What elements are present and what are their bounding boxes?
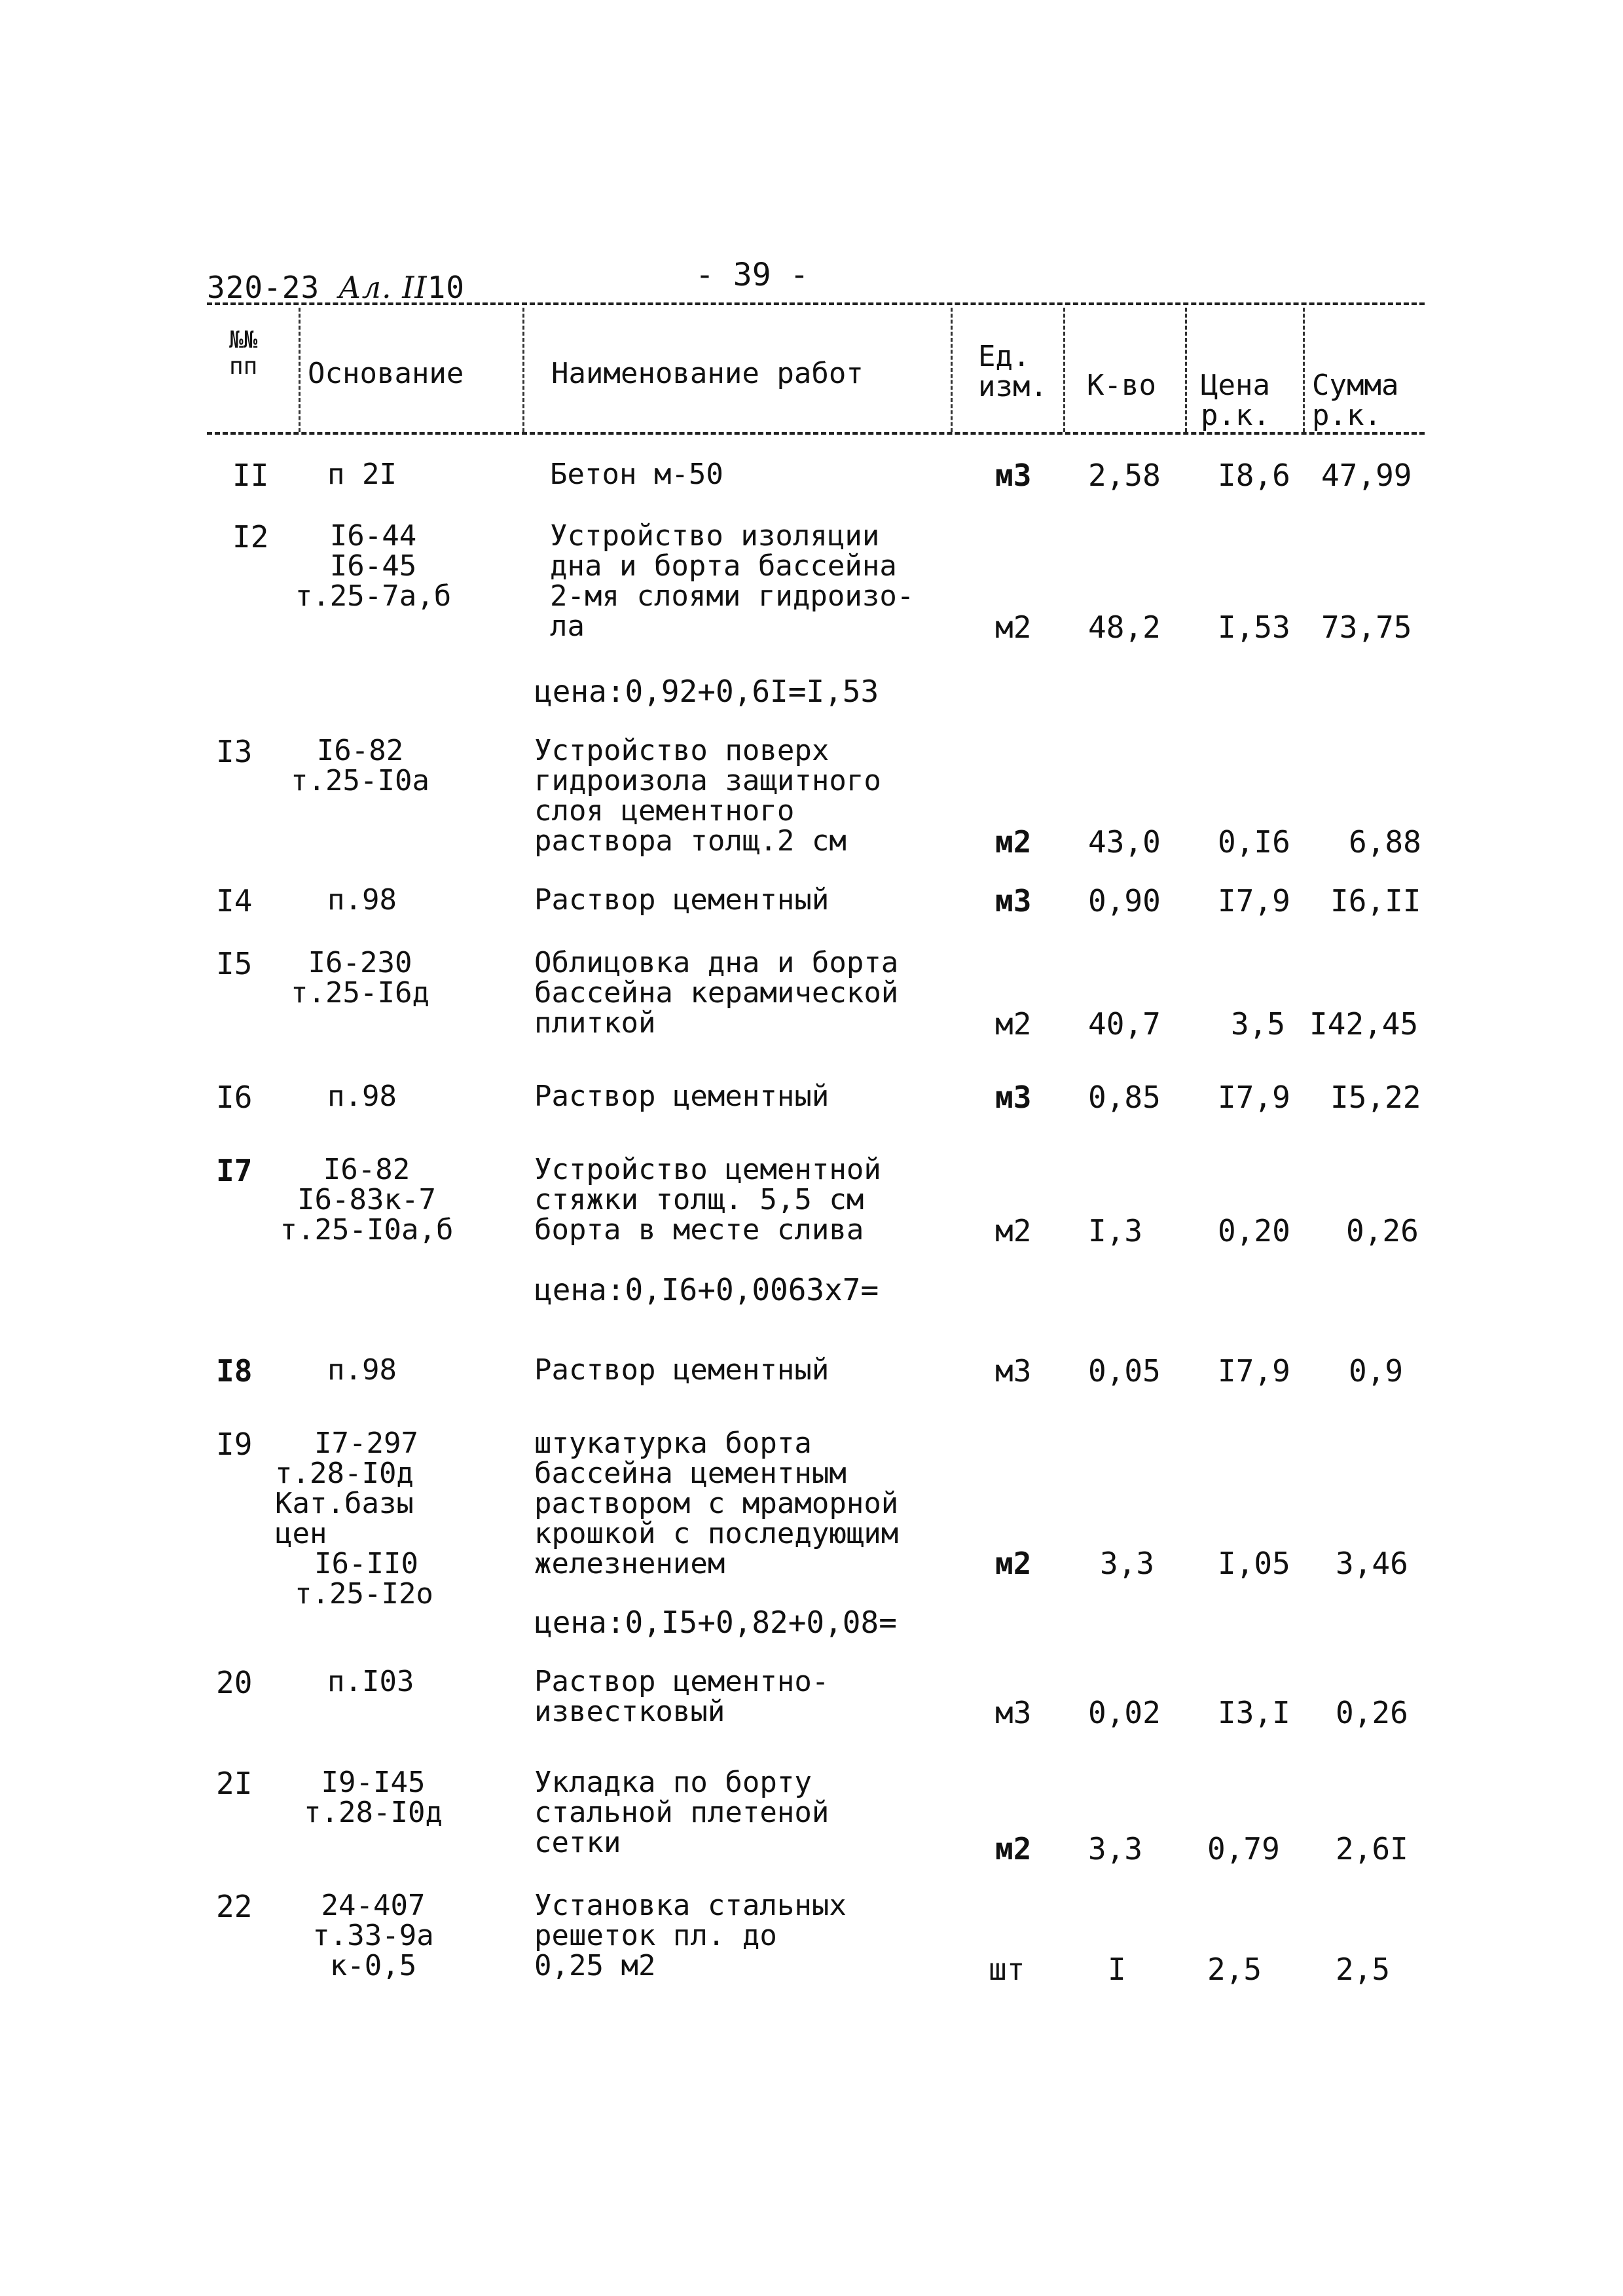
row-12-sum: 73,75 bbox=[1321, 610, 1412, 645]
row-20-unit: м3 bbox=[995, 1695, 1032, 1730]
row-14-unit: м3 bbox=[995, 883, 1032, 919]
header-no: №№ пп bbox=[229, 327, 258, 380]
row-18-sum: 0,9 bbox=[1349, 1353, 1404, 1389]
row-15-basis: I6-230 т.25-I6д bbox=[291, 946, 429, 1010]
row-17-no: I7 bbox=[216, 1153, 253, 1188]
header-price: Цена р.к. bbox=[1201, 369, 1270, 432]
row-20-sum: 0,26 bbox=[1336, 1695, 1408, 1730]
row-15-qty: 40,7 bbox=[1088, 1006, 1161, 1042]
row-11-sum: 47,99 bbox=[1321, 458, 1412, 493]
table-top-rule bbox=[207, 302, 1425, 305]
row-22-qty: I bbox=[1108, 1952, 1126, 1987]
row-20-basis: п.I03 bbox=[327, 1665, 414, 1698]
row-19-name: штукатурка борта бассейна цементным раствором с мраморной крошкой с последующим железнением bbox=[534, 1427, 899, 1580]
row-16-no: I6 bbox=[216, 1080, 253, 1115]
row-16-unit: м3 bbox=[995, 1080, 1032, 1115]
row-13-unit: м2 bbox=[995, 824, 1032, 860]
row-20-qty: 0,02 bbox=[1088, 1695, 1161, 1730]
header-qty: К-во bbox=[1087, 369, 1156, 402]
row-12-no: I2 bbox=[232, 519, 269, 555]
row-20-price: I3,I bbox=[1218, 1695, 1290, 1730]
row-19-price-note: цена:0,I5+0,82+0,08= bbox=[534, 1605, 897, 1640]
row-19-price: I,05 bbox=[1218, 1546, 1290, 1581]
row-19-qty: 3,3 bbox=[1100, 1546, 1155, 1581]
row-11-name: Бетон м-50 bbox=[550, 458, 723, 491]
row-14-name: Раствор цементный bbox=[534, 883, 830, 917]
row-19-basis: I7-297 т.28-I0д Кат.базы цен I6-II0 т.25-I2о bbox=[275, 1427, 433, 1611]
row-12-unit: м2 bbox=[995, 610, 1032, 645]
row-22-no: 22 bbox=[216, 1889, 253, 1924]
row-16-sum: I5,22 bbox=[1330, 1080, 1421, 1115]
row-21-sum: 2,6I bbox=[1336, 1831, 1408, 1867]
row-20-name: Раствор цементно- известковый bbox=[534, 1665, 830, 1728]
row-22-price: 2,5 bbox=[1207, 1952, 1262, 1987]
row-18-qty: 0,05 bbox=[1088, 1353, 1161, 1389]
header-name: Наименование работ bbox=[551, 357, 864, 390]
row-19-no: I9 bbox=[216, 1427, 253, 1462]
row-17-price: 0,20 bbox=[1218, 1213, 1290, 1248]
header-separator-4 bbox=[1063, 308, 1065, 432]
doc-mark: Ал. II bbox=[338, 270, 428, 305]
page-number: - 39 - bbox=[695, 257, 809, 293]
row-14-qty: 0,90 bbox=[1088, 883, 1161, 919]
row-21-qty: 3,3 bbox=[1088, 1831, 1143, 1867]
row-15-no: I5 bbox=[216, 946, 253, 981]
row-17-sum: 0,26 bbox=[1346, 1213, 1419, 1248]
row-21-price: 0,79 bbox=[1207, 1831, 1280, 1867]
row-14-price: I7,9 bbox=[1218, 883, 1290, 919]
row-12-qty: 48,2 bbox=[1088, 610, 1161, 645]
row-16-price: I7,9 bbox=[1218, 1080, 1290, 1115]
row-13-qty: 43,0 bbox=[1088, 824, 1161, 860]
row-11-basis: п 2I bbox=[327, 458, 397, 491]
row-15-price: 3,5 bbox=[1231, 1006, 1286, 1042]
row-21-unit: м2 bbox=[995, 1831, 1032, 1867]
row-18-name: Раствор цементный bbox=[534, 1353, 830, 1387]
header-sum: Сумма р.к. bbox=[1312, 369, 1399, 432]
row-22-sum: 2,5 bbox=[1336, 1952, 1391, 1987]
row-17-qty: I,3 bbox=[1088, 1213, 1143, 1248]
header-separator-6 bbox=[1303, 308, 1305, 432]
row-22-name: Установка стальных решеток пл. до 0,25 м2 bbox=[534, 1889, 847, 1982]
doc-sheet: 10 bbox=[427, 270, 465, 305]
row-13-sum: 6,88 bbox=[1349, 824, 1421, 860]
row-22-basis: 24-407 т.33-9а к-0,5 bbox=[312, 1889, 434, 1982]
row-17-unit: м2 bbox=[995, 1213, 1032, 1248]
row-15-sum: I42,45 bbox=[1309, 1006, 1419, 1042]
row-16-name: Раствор цементный bbox=[534, 1080, 830, 1113]
header-separator-1 bbox=[299, 308, 301, 432]
row-13-basis: I6-82 т.25-I0а bbox=[291, 734, 429, 797]
row-13-price: 0,I6 bbox=[1218, 824, 1290, 860]
row-15-name: Облицовка дна и борта бассейна керамической плиткой bbox=[534, 946, 899, 1040]
row-12-price-note: цена:0,92+0,6I=I,53 bbox=[534, 674, 879, 709]
row-11-no: II bbox=[232, 458, 269, 493]
header-unit: Ед. изм. bbox=[978, 340, 1048, 403]
row-18-basis: п.98 bbox=[327, 1353, 397, 1387]
row-12-name: Устройство изоляции дна и борта бассейна 2-мя слоями гидроизо- ла bbox=[550, 519, 915, 643]
header-basis: Основание bbox=[308, 357, 464, 390]
row-18-unit: м3 bbox=[995, 1353, 1032, 1389]
row-18-price: I7,9 bbox=[1218, 1353, 1290, 1389]
row-11-price: I8,6 bbox=[1218, 458, 1290, 493]
doc-code-number: 320-23 bbox=[207, 270, 320, 305]
document-code bbox=[207, 270, 465, 305]
row-18-no: I8 bbox=[216, 1353, 253, 1389]
row-12-price: I,53 bbox=[1218, 610, 1290, 645]
row-21-name: Укладка по борту стальной плетеной сетки bbox=[534, 1766, 830, 1859]
row-17-name: Устройство цементной стяжки толщ. 5,5 см борта в месте слива bbox=[534, 1153, 881, 1247]
table-header-rule bbox=[207, 432, 1425, 435]
row-12-basis: I6-44 I6-45 т.25-7а,б bbox=[295, 519, 452, 613]
row-19-unit: м2 bbox=[995, 1546, 1032, 1581]
row-14-basis: п.98 bbox=[327, 883, 397, 917]
row-22-unit: шт bbox=[989, 1952, 1025, 1987]
row-16-basis: п.98 bbox=[327, 1080, 397, 1113]
row-19-sum: 3,46 bbox=[1336, 1546, 1408, 1581]
row-21-no: 2I bbox=[216, 1766, 253, 1801]
row-21-basis: I9-I45 т.28-I0д bbox=[304, 1766, 443, 1829]
row-11-qty: 2,58 bbox=[1088, 458, 1161, 493]
row-20-no: 20 bbox=[216, 1665, 253, 1700]
row-14-no: I4 bbox=[216, 883, 253, 919]
row-17-price-note: цена:0,I6+0,0063х7= bbox=[534, 1272, 879, 1307]
row-13-name: Устройство поверх гидроизола защитного слоя цементного раствора толщ.2 см bbox=[534, 734, 881, 858]
header-separator-2 bbox=[522, 308, 524, 432]
row-15-unit: м2 bbox=[995, 1006, 1032, 1042]
row-13-no: I3 bbox=[216, 734, 253, 769]
row-14-sum: I6,II bbox=[1330, 883, 1421, 919]
row-17-basis: I6-82 I6-83к-7 т.25-I0а,б bbox=[280, 1153, 454, 1247]
header-separator-3 bbox=[951, 308, 953, 432]
header-separator-5 bbox=[1185, 308, 1187, 432]
row-11-unit: м3 bbox=[995, 458, 1032, 493]
row-16-qty: 0,85 bbox=[1088, 1080, 1161, 1115]
